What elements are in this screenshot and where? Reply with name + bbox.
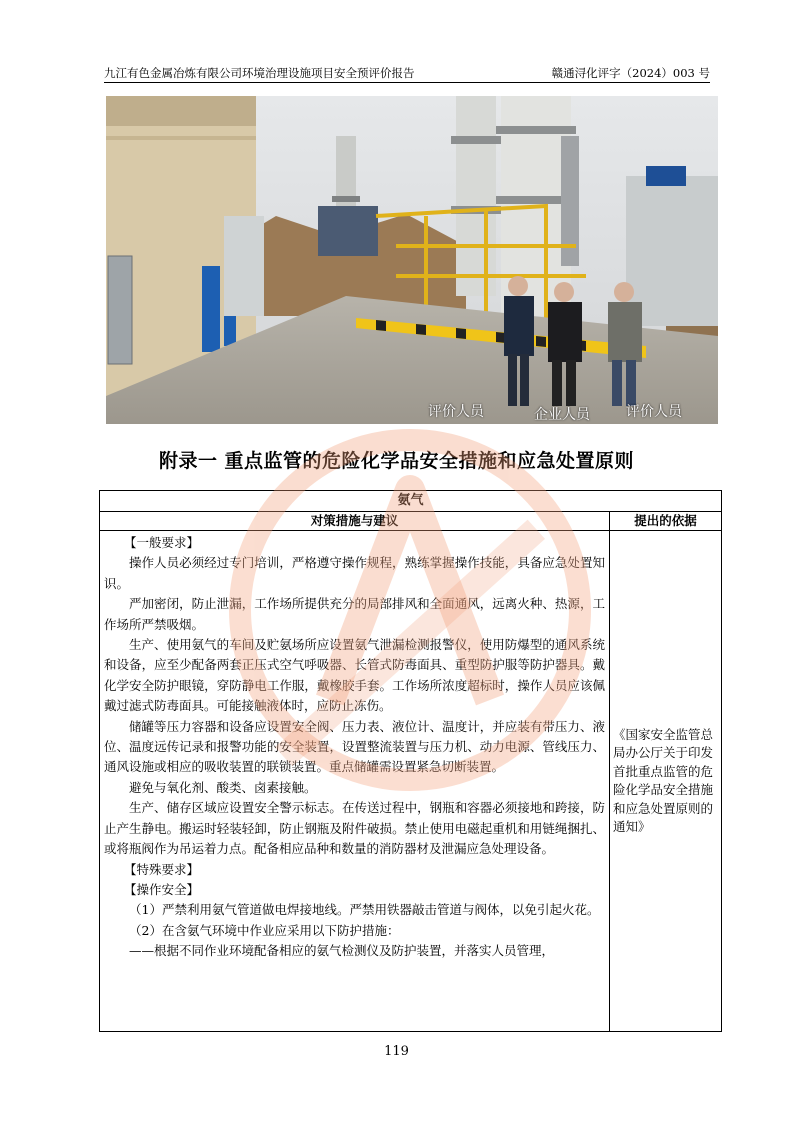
section-heading-general: 【一般要求】 [124,535,200,550]
measures-content [100,531,610,1032]
photo-caption-evaluator-2: 评价人员 [626,404,682,420]
measure-paragraph: （1）严禁利用氨气管道做电焊接地线。严禁用铁器敲击管道与阀体，以免引起火花。 [129,902,600,918]
measure-paragraph: 生产、使用氨气的车间及贮氨场所应设置氨气泄漏检测报警仪，使用防爆型的通风系统和设备，应至少配备两套正压式空气呼吸器、长管式防毒面具、重型防护服等防护器具。戴化学安全防护眼镜，穿防静电工作服，戴橡胶手套。工作场所浓度超标时，操作人员应该佩戴过滤式防毒面具。可能接触液体时，应防止冻伤。 [104,637,605,714]
report-number: 赣通浔化评字（2024）003 号 [551,66,710,80]
report-title: 九江有色金属冶炼有限公司环境治理设施项目安全预评价报告 [104,66,415,80]
measure-paragraph: （2）在含氨气环境中作业应采用以下防护措施： [129,922,400,938]
measure-paragraph: 储罐等压力容器和设备应设置安全阀、压力表、液位计、温度计，并应装有带压力、液位、温度远传记录和报警功能的安全装置，设置整流装置与压力机、动力电源、管线压力、通风设施或相应的吸收装置的联锁装置。重点储罐需设置紧急切断装置。 [104,718,605,775]
basis-content: 《国家安全监管总局办公厅关于印发首批重点监管的危险化学品安全措施和应急处置原则的通知》 [610,531,722,1032]
substance-name: 氨气 [100,491,722,512]
page-header [104,64,710,83]
basis-column-header: 提出的依据 [610,512,722,531]
measure-paragraph: 严加密闭，防止泄漏，工作场所提供充分的局部排风和全面通风，远离火种、热源，工作场所严禁吸烟。 [104,596,605,632]
section-heading-special: 【特殊要求】 [124,861,200,877]
measures-column-header: 对策措施与建议 [100,512,610,531]
measures-table [99,490,722,1032]
photo-caption-enterprise: 企业人员 [534,407,590,423]
measure-paragraph: 避免与氧化剂、酸类、卤素接触。 [129,779,317,795]
measure-paragraph: 操作人员必须经过专门培训，严格遵守操作规程，熟练掌握操作技能，具备应急处置知识。 [104,555,605,591]
photo-caption-evaluator-1: 评价人员 [428,404,484,420]
page-number: 119 [384,1044,409,1059]
measure-paragraph: 生产、储存区域应设置安全警示标志。在传送过程中，钢瓶和容器必须接地和跨接，防止产生静电。搬运时轻装轻卸，防止钢瓶及附件破损。禁止使用电磁起重机和用链绳捆扎、或将瓶阀作为吊运着力点。配备相应品种和数量的消防器材及泄漏应急处理设备。 [104,800,605,857]
appendix-title: 附录一 重点监管的危险化学品安全措施和应急处置原则 [158,450,635,472]
site-photo [106,96,718,424]
measure-paragraph: ——根据不同作业环境配备相应的氨气检测仪及防护装置，并落实人员管理， [129,943,555,959]
section-heading-operation: 【操作安全】 [124,881,200,897]
